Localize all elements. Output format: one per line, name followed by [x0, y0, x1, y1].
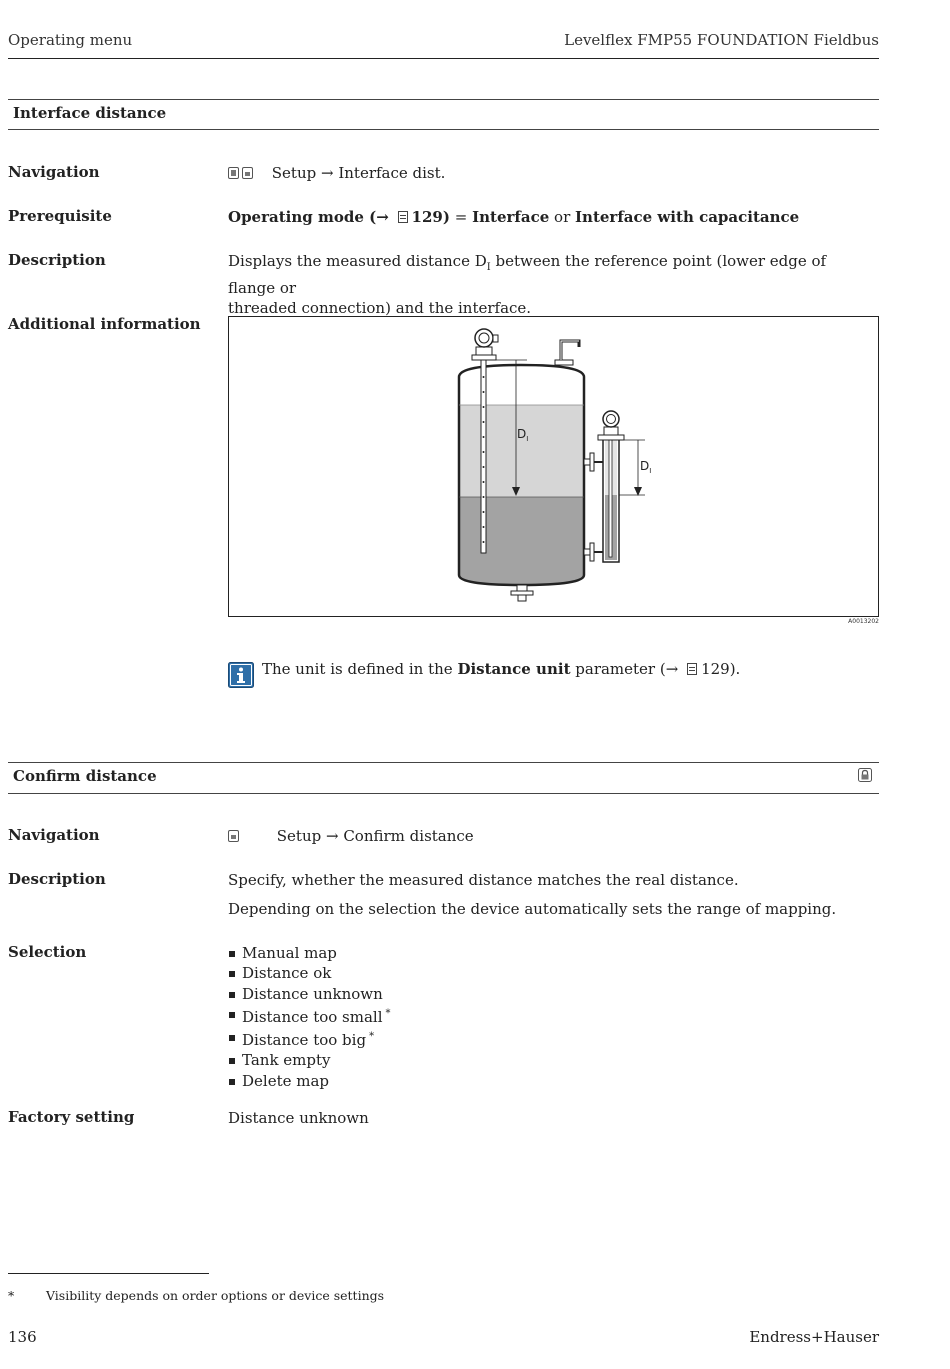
list-item: Tank empty: [228, 1050, 391, 1070]
expert-menu-icon: [242, 167, 253, 179]
section-rule-top: [8, 99, 879, 100]
footnote-rule: [8, 1273, 209, 1274]
description-label: Description: [8, 251, 106, 269]
info-note: [262, 660, 740, 678]
lower-medium: [459, 497, 584, 585]
info-note-page[interactable]: 129).: [701, 660, 741, 678]
selection-list: [228, 943, 391, 1091]
section-rule-top: [8, 762, 879, 763]
navigation-label: Navigation: [8, 163, 100, 181]
additional-info-label: Additional information: [8, 315, 201, 333]
info-note-text: parameter (→: [570, 660, 684, 678]
running-header-section: Operating menu: [8, 31, 133, 49]
prerequisite-page[interactable]: 129): [411, 208, 450, 226]
section-title-confirm-distance: Confirm distance: [13, 767, 157, 785]
prerequisite-mode: Operating mode (→: [228, 208, 389, 226]
list-item: Distance too small *: [228, 1004, 391, 1027]
upper-medium: [459, 405, 584, 497]
expert-menu-icon: [228, 830, 239, 842]
description-part: Displays the measured distance D: [228, 252, 487, 270]
section-title-interface-distance: Interface distance: [13, 104, 167, 122]
section-rule-bottom: [8, 793, 879, 794]
footnote-text: Visibility depends on order options or device settings: [46, 1288, 385, 1303]
page-number: 136: [8, 1328, 37, 1346]
navigation-path: Setup → Confirm distance: [276, 827, 474, 845]
page-reference-icon: [398, 211, 408, 223]
dimension-label-main: $D_I$: [517, 427, 529, 443]
prerequisite-label: Prerequisite: [8, 207, 112, 225]
tank-diagram: [229, 317, 878, 616]
info-note-text: The unit is defined in the: [262, 660, 458, 678]
prerequisite-value: [228, 207, 799, 227]
figure-id: A0013202: [848, 618, 879, 625]
interface-distance-figure: [228, 316, 879, 617]
prerequisite-option-capacitance: Interface with capacitance: [575, 208, 800, 226]
description-part: between the reference point (lower edge of flange or: [228, 252, 827, 297]
list-item: Distance too big *: [228, 1027, 391, 1050]
description-text: [228, 251, 868, 318]
header-rule: [8, 58, 879, 59]
navigation-path: Setup → Interface dist.: [271, 164, 446, 182]
description-line1: Specify, whether the measured distance matches the real distance.: [228, 871, 739, 889]
list-item: Manual map: [228, 943, 391, 963]
factory-setting-value: Distance unknown: [228, 1109, 369, 1127]
operating-menu-icon: [228, 167, 239, 179]
footnote-mark: *: [385, 1007, 391, 1019]
navigation-path-row: [228, 163, 445, 183]
selection-label: Selection: [8, 943, 87, 961]
section-rule-bottom: [8, 129, 879, 130]
write-protection-icon: [858, 768, 872, 782]
prerequisite-equals: =: [454, 208, 468, 226]
factory-setting-label: Factory setting: [8, 1108, 135, 1126]
description-line2: threaded connection) and the interface.: [228, 299, 532, 317]
list-item: Delete map: [228, 1071, 391, 1091]
prerequisite-option-interface: Interface: [472, 208, 550, 226]
description-line2: Depending on the selection the device automatically sets the range of mapping.: [228, 900, 837, 918]
description-label: Description: [8, 870, 106, 888]
dimension-label-bypass: $D_I$: [640, 459, 652, 475]
navigation-label: Navigation: [8, 826, 100, 844]
description-subscript: I: [486, 262, 491, 273]
list-item: Distance unknown: [228, 984, 391, 1004]
page-reference-icon: [687, 663, 697, 675]
footnote-mark: *: [369, 1031, 375, 1043]
info-note-parameter: Distance unit: [457, 660, 571, 678]
list-item: Distance ok: [228, 963, 391, 983]
navigation-path-row: [228, 826, 474, 846]
running-header-device: Levelflex FMP55 FOUNDATION Fieldbus: [564, 31, 879, 49]
brand-name: Endress+Hauser: [749, 1328, 879, 1346]
footnote-mark: *: [8, 1288, 15, 1303]
info-icon: [228, 662, 254, 688]
prerequisite-or: or: [554, 208, 571, 226]
